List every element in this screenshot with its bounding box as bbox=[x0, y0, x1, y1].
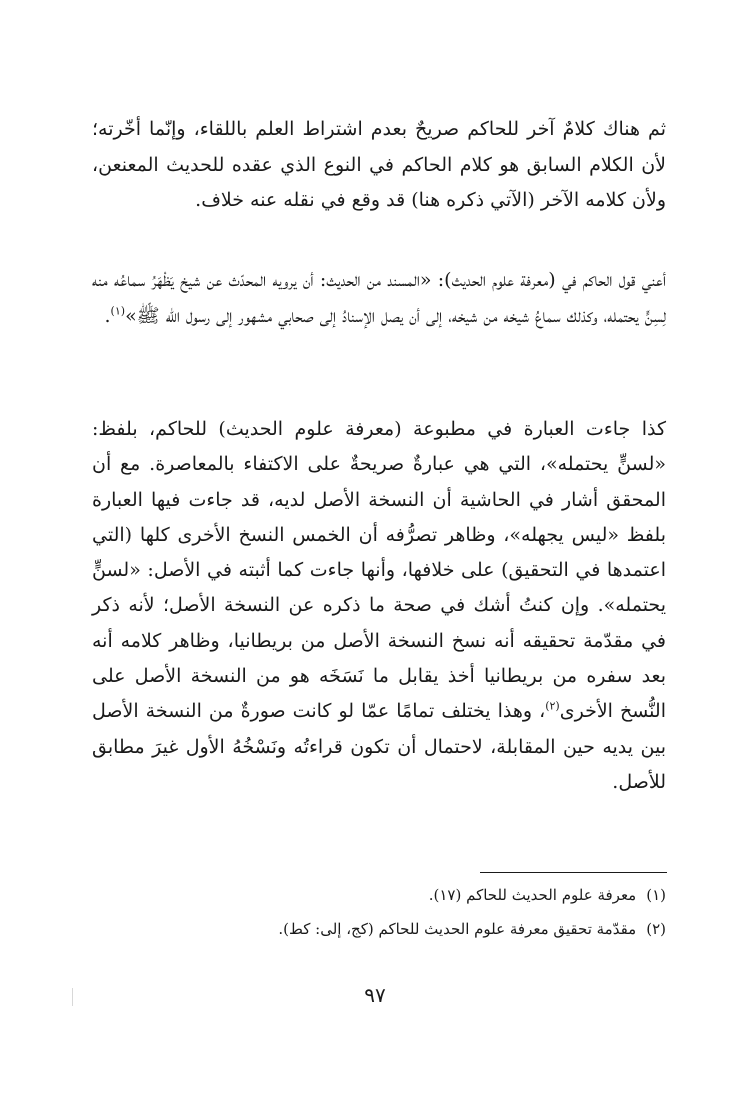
footnote-divider bbox=[480, 872, 667, 873]
paragraph-3-text bbox=[92, 412, 666, 800]
paragraph-3 bbox=[92, 412, 666, 800]
scan-artifact-line bbox=[72, 988, 73, 1006]
footnote-2-text: مقدّمة تحقيق معرفة علوم الحديث للحاكم (كج، إلى: كط). bbox=[278, 920, 637, 938]
paragraph-2-body: أعني قول الحاكم في (معرفة علوم الحديث): «المسند من الحديث: أن يرويه المحدّث عن شيخ يَظْهَرُ سماعُه منه لِسِنٍّ يحتمله، وكذلك سماعُ شيخه من شيخه، إلى أن يصل الإسنادُ إلى صحابي مشهور إلى رسول الله ﷺ» bbox=[92, 269, 666, 327]
footnote-2 bbox=[150, 912, 666, 946]
footnote-ref-2[interactable]: (٢) bbox=[545, 700, 560, 714]
paragraph-1-text: ثم هناك كلامٌ آخر للحاكم صريحٌ بعدم اشتراط العلم باللقاء، وإنّما أخّرته؛ لأن الكلام السابق هو كلام الحاكم في النوع الذي عقده للحديث المعنعن، ولأن كلامه الآخر (الآتي ذكره هنا) قد وقع في نقله عنه خلاف. bbox=[92, 118, 666, 212]
footnote-1-number: (١) bbox=[646, 886, 666, 904]
footnote-2-number: (٢) bbox=[646, 920, 666, 938]
paragraph-2-text bbox=[92, 263, 666, 334]
paragraph-2-end: . bbox=[104, 304, 111, 327]
page-number: ٩٧ bbox=[364, 983, 386, 1007]
paragraph-1 bbox=[92, 112, 666, 219]
footnote-ref-1[interactable]: (١) bbox=[110, 304, 126, 318]
paragraph-3-body-start: كذا جاءت العبارة في مطبوعة (معرفة علوم الحديث) للحاكم، بلفظ: «لسنٍّ يحتمله»، التي هي عبارةٌ صريحةٌ على الاكتفاء بالمعاصرة. مع أن المحقق أشار في الحاشية أن النسخة الأصل لديه، قد جاءت فيها العبارة بلفظ «ليس يجهله»، وظاهر تصرُّفه أن الخمس النسخ الأخرى كلها (التي اعتمدها في التحقيق) على خلافها، وأنها جاءت كما أثبته في الأصل: «لسنٍّ يحتمله». وإن كنتُ أشك في صحة ما ذكره عن النسخة الأصل؛ لأنه ذكر في مقدّمة تحقيقه أنه نسخ النسخة الأصل من بريطانيا، وظاهر كلامه أنه بعد سفره من بريطانيا أخذ يقابل ما نَسَخَه هو من النسخة الأصل على النُّسخ الأخرى bbox=[92, 418, 666, 723]
paragraph-2 bbox=[92, 263, 666, 334]
paragraph-3-body-end: ، وهذا يختلف تمامًا عمّا لو كانت صورةٌ من النسخة الأصل بين يديه حين المقابلة، لاحتمال أن تكون قراءتُه ونَسْخُهُ الأول غيرَ مطابق للأصل. bbox=[92, 700, 666, 793]
footnote-1-text: معرفة علوم الحديث للحاكم (١٧). bbox=[428, 886, 637, 904]
footnote-1 bbox=[150, 878, 666, 912]
footnotes bbox=[150, 878, 666, 946]
